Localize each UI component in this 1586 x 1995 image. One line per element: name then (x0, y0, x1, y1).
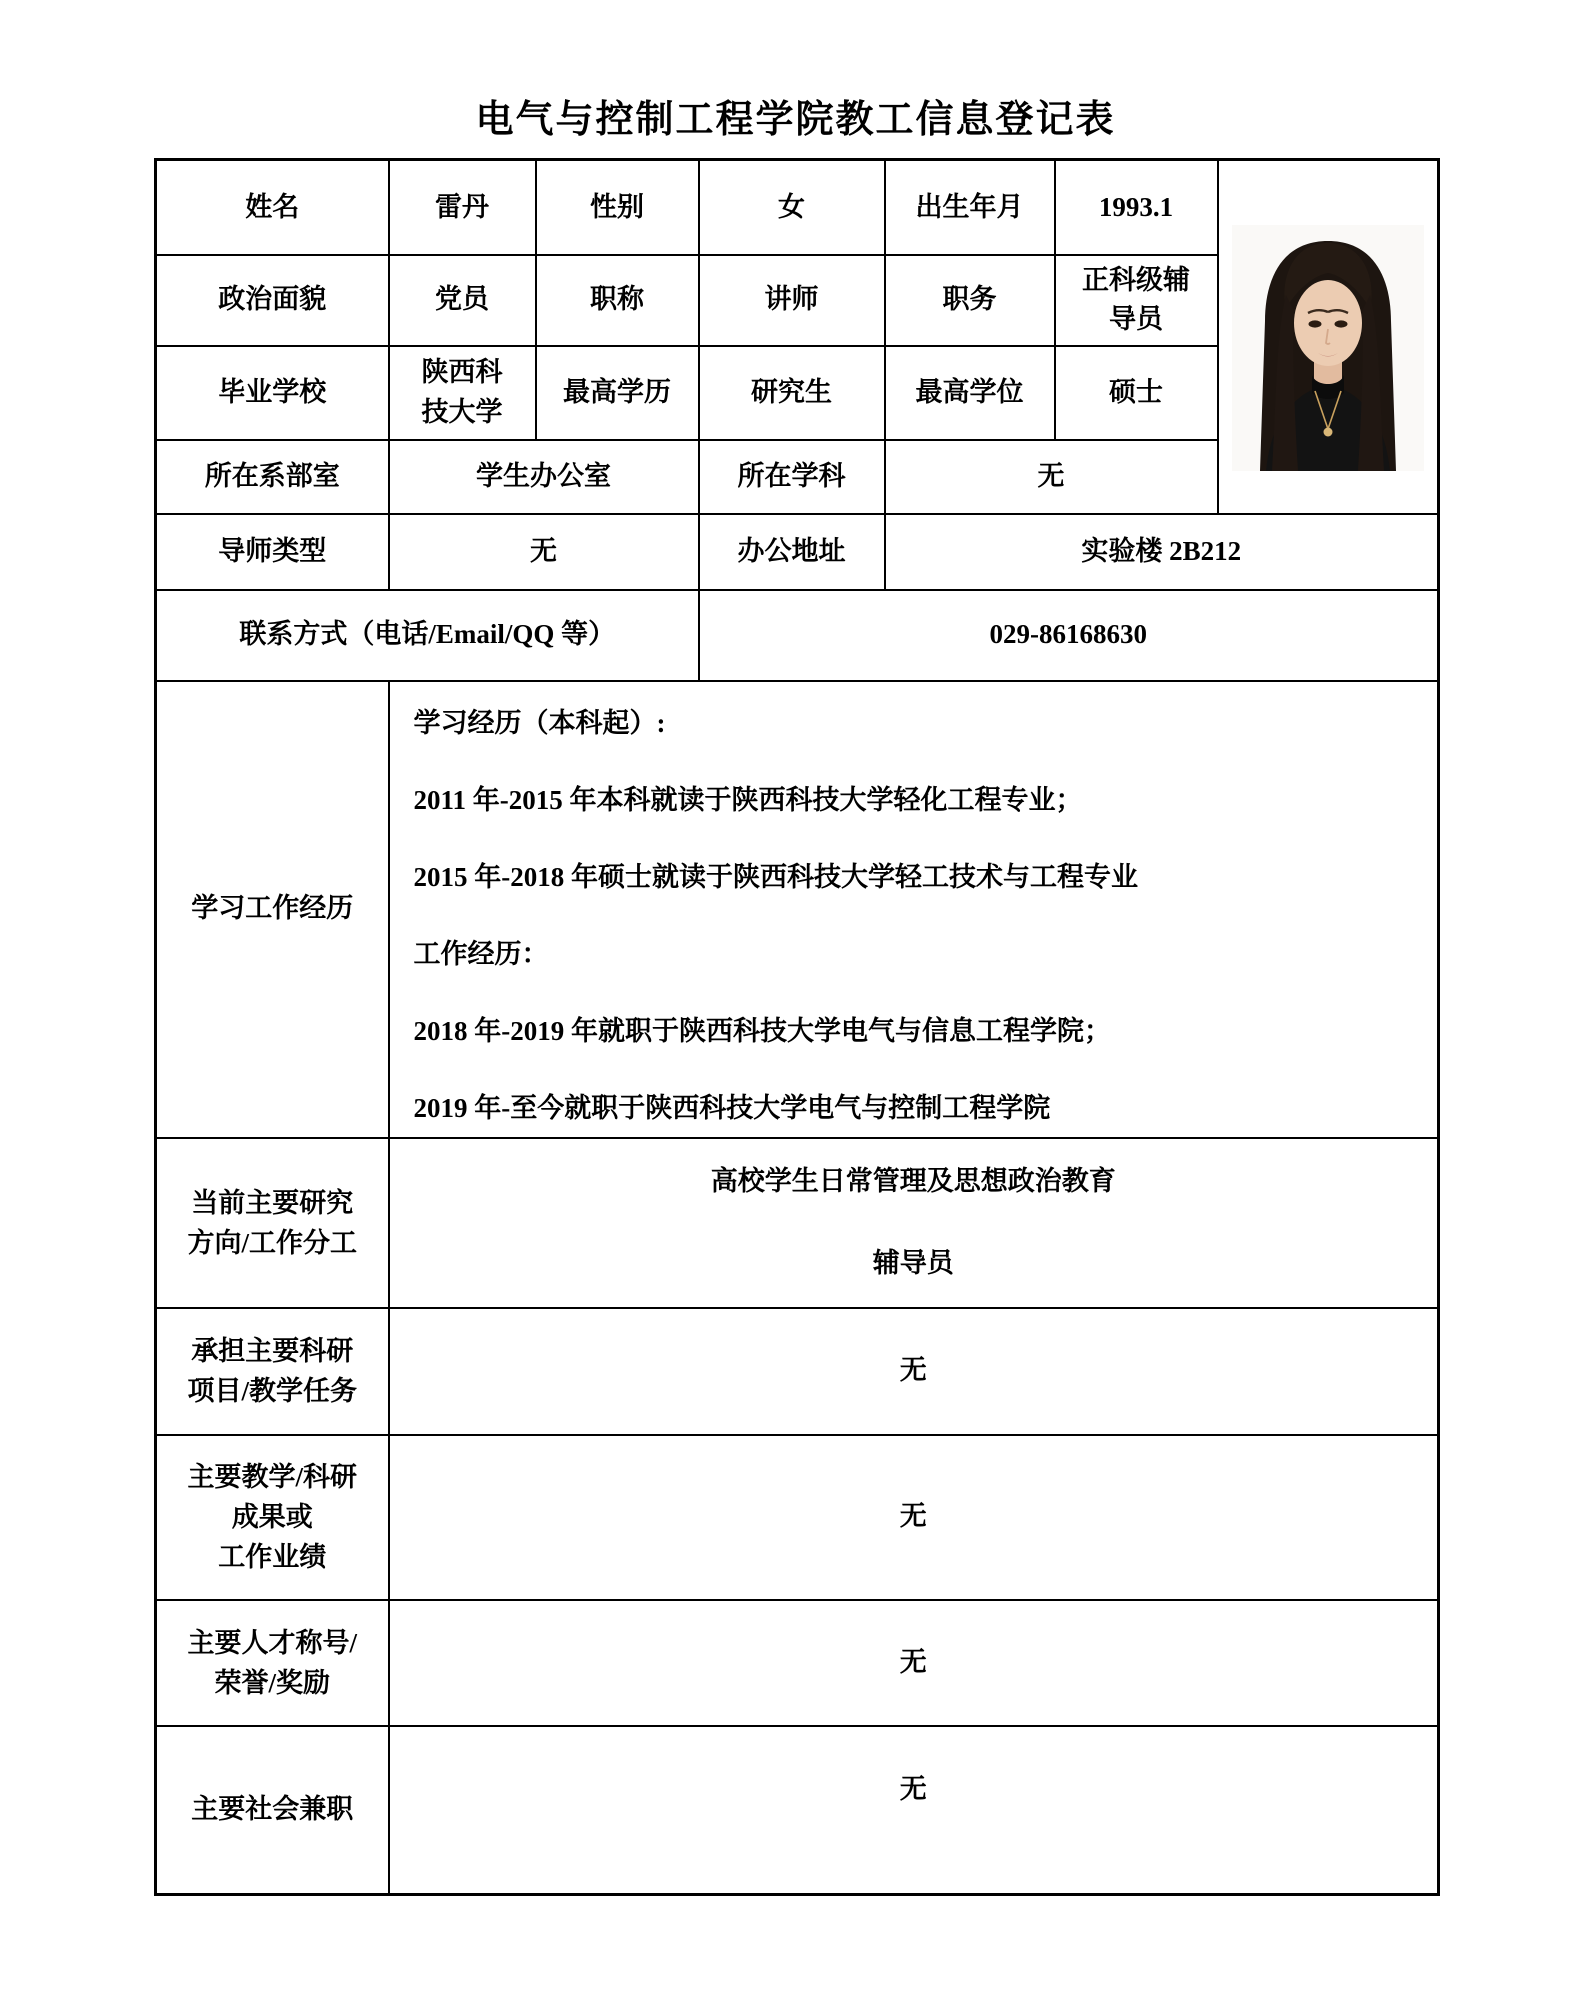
achievements-label-lines (169, 1457, 376, 1577)
tutor-type-label: 导师类型 (156, 514, 389, 590)
graduate-school-value: 陕西科技大学 (389, 346, 536, 440)
value-line: 辅导员 (872, 1247, 954, 1278)
experience-line: 2018 年-2019 年就职于陕西科技大学电气与信息工程学院； (413, 1015, 1111, 1046)
table-row (156, 681, 1439, 1138)
portrait-photo (1232, 225, 1424, 471)
page-title: 电气与控制工程学院教工信息登记表 (475, 99, 1116, 141)
research-projects-label-lines (169, 1331, 376, 1411)
label-line: 主要人才称号/ (187, 1627, 357, 1658)
research-direction-value-lines (402, 1162, 1426, 1282)
label-line: 荣誉/奖励 (214, 1667, 330, 1698)
table-row (156, 1308, 1439, 1435)
office-address-label: 办公地址 (699, 514, 885, 590)
contact-label: 联系方式（电话/Email/QQ 等） (156, 590, 699, 681)
highest-degree-value: 硕士 (1055, 346, 1218, 440)
label-line: 工作业绩 (218, 1542, 327, 1572)
honors-label-lines (169, 1623, 376, 1703)
social-roles-value: 无 (389, 1726, 1439, 1895)
duty-value: 正科级辅导员 (1055, 255, 1218, 346)
department-label: 所在系部室 (156, 440, 389, 514)
name-value: 雷丹 (389, 160, 536, 255)
highest-education-value: 研究生 (699, 346, 885, 440)
value-line: 高校学生日常管理及思想政治教育 (710, 1166, 1116, 1197)
professional-title-label: 职称 (536, 255, 699, 346)
label-line: 当前主要研究 (191, 1187, 354, 1218)
experience-line: 2015 年-2018 年硕士就读于陕西科技大学轻工技术与工程专业 (413, 861, 1138, 892)
label-line: 项目/教学任务 (187, 1376, 357, 1406)
achievements-label (156, 1435, 389, 1600)
research-projects-value: 无 (389, 1308, 1439, 1435)
highest-degree-label: 最高学位 (885, 346, 1055, 440)
gender-label: 性别 (536, 160, 699, 255)
department-value: 学生办公室 (389, 440, 699, 514)
table-row (156, 514, 1439, 590)
table-row (156, 160, 1439, 255)
contact-value: 029-86168630 (699, 590, 1439, 681)
table-row (156, 590, 1439, 681)
research-direction-value (389, 1138, 1439, 1308)
graduate-school-label: 毕业学校 (156, 346, 389, 440)
office-address-value: 实验楼 2B212 (885, 514, 1439, 590)
experience-content (389, 681, 1439, 1138)
duty-label: 职务 (885, 255, 1055, 346)
highest-education-label: 最高学历 (536, 346, 699, 440)
experience-line: 2019 年-至今就职于陕西科技大学电气与控制工程学院 (413, 1092, 1051, 1123)
discipline-value: 无 (885, 440, 1218, 514)
label-line: 主要教学/科研 (187, 1462, 357, 1492)
tutor-type-value: 无 (389, 514, 699, 590)
label-line: 方向/工作分工 (187, 1227, 357, 1258)
table-row (156, 1435, 1439, 1600)
professional-title-value: 讲师 (699, 255, 885, 346)
honors-value: 无 (389, 1600, 1439, 1726)
experience-line: 学习经历（本科起）: (413, 707, 666, 738)
political-status-value: 党员 (389, 255, 536, 346)
birth-date-value: 1993.1 (1055, 160, 1218, 255)
discipline-label: 所在学科 (699, 440, 885, 514)
honors-label (156, 1600, 389, 1726)
experience-line: 工作经历： (413, 938, 549, 969)
birth-date-label: 出生年月 (885, 160, 1055, 255)
label-line: 承担主要科研 (191, 1336, 354, 1366)
name-label: 姓名 (156, 160, 389, 255)
political-status-label: 政治面貌 (156, 255, 389, 346)
research-direction-label-lines (169, 1183, 376, 1263)
social-roles-label: 主要社会兼职 (156, 1726, 389, 1895)
label-line: 成果或 (231, 1502, 313, 1532)
table-row (156, 1726, 1439, 1895)
achievements-value: 无 (389, 1435, 1439, 1600)
table-row (156, 1600, 1439, 1726)
photo-cell (1218, 160, 1439, 514)
portrait-photo-image (1232, 225, 1424, 471)
gender-value: 女 (699, 160, 885, 255)
experience-line: 2011 年-2015 年本科就读于陕西科技大学轻化工程专业； (413, 784, 1083, 815)
research-projects-label (156, 1308, 389, 1435)
table-row (156, 1138, 1439, 1308)
experience-label: 学习工作经历 (156, 681, 389, 1138)
research-direction-label (156, 1138, 389, 1308)
staff-info-table (154, 158, 1440, 1896)
